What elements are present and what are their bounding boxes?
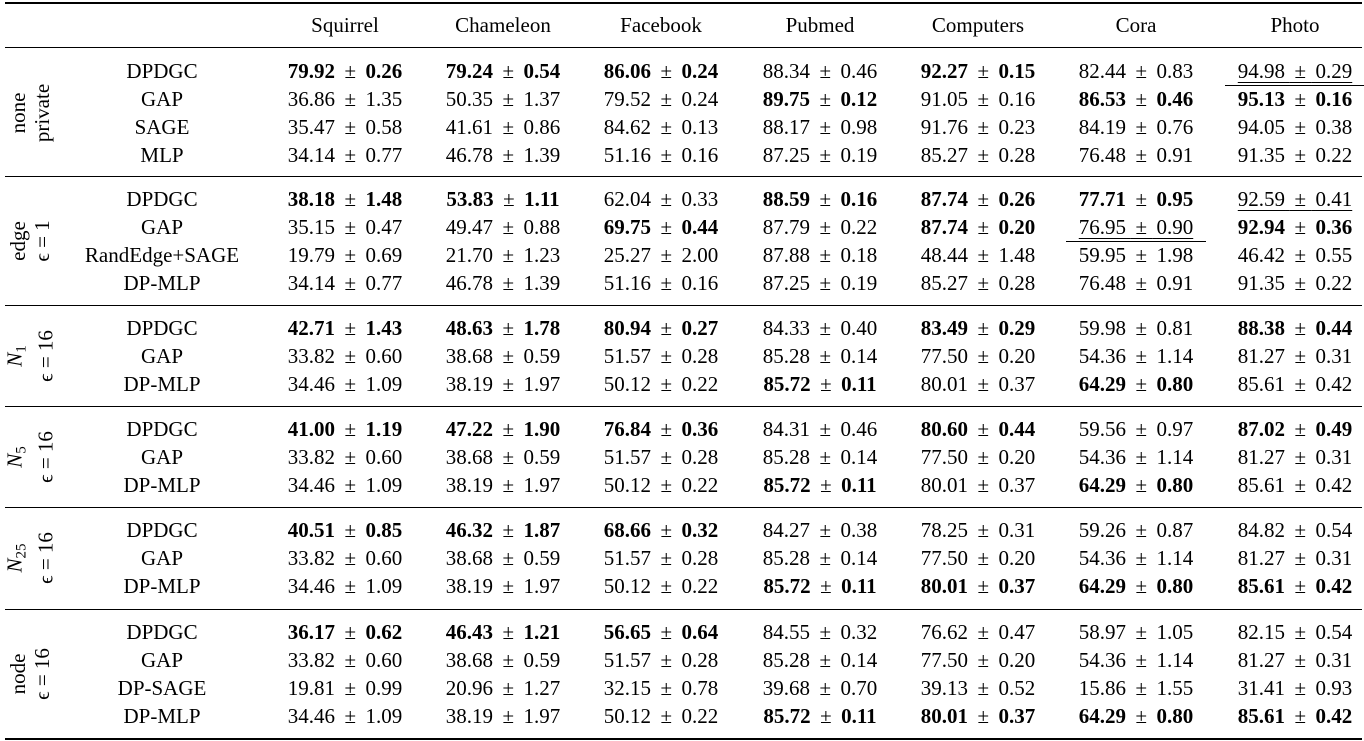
table-cell: 59.95 ± 1.98 [1078,243,1194,267]
table-cell: 80.94 ± 0.27 [603,316,719,340]
table-cell: 91.35 ± 0.22 [1237,143,1353,167]
table-cell: 35.47 ± 0.58 [287,115,403,139]
table-cell: 68.66 ± 0.32 [603,518,719,542]
table-cell: 50.12 ± 0.22 [603,372,719,396]
table-cell: 47.22 ± 1.90 [445,417,561,441]
table-rule [5,176,1362,177]
table-cell: 64.29 ± 0.80 [1078,473,1194,497]
group-label-line: ϵ = 1 [30,220,54,262]
table-cell: 85.27 ± 0.28 [920,271,1036,295]
table-cell: 80.01 ± 0.37 [920,473,1036,497]
table-cell: 80.01 ± 0.37 [920,372,1036,396]
table-cell: 38.18 ± 1.48 [287,187,403,211]
table-cell: 76.95 ± 0.90 [1078,215,1194,239]
table-cell: 85.28 ± 0.14 [762,546,878,570]
table-cell: 81.27 ± 0.31 [1237,344,1353,368]
table-cell: 59.98 ± 0.81 [1078,316,1194,340]
table-cell: 84.33 ± 0.40 [762,316,878,340]
group-label-line: $N_5$ [2,446,30,468]
method-name: DPDGC [126,316,198,340]
method-name: DP-MLP [123,704,201,728]
group-label [3,330,58,382]
table-cell: 54.36 ± 1.14 [1078,648,1194,672]
table-cell: 86.53 ± 0.46 [1078,87,1194,111]
column-header: Squirrel [311,13,379,37]
table-cell: 46.32 ± 1.87 [445,518,561,542]
column-header: Cora [1115,13,1157,37]
table-cell: 21.70 ± 1.23 [445,243,561,267]
cell-rule [1225,85,1364,86]
table-cell: 35.15 ± 0.47 [287,215,403,239]
table-cell: 64.29 ± 0.80 [1078,372,1194,396]
table-rule [5,305,1362,306]
table-cell: 33.82 ± 0.60 [287,546,403,570]
table-cell: 85.72 ± 0.11 [763,473,877,497]
table-cell: 85.28 ± 0.14 [762,445,878,469]
table-cell: 38.68 ± 0.59 [445,546,561,570]
table-cell: 83.49 ± 0.29 [920,316,1036,340]
table-rule [5,609,1362,610]
table-cell: 85.61 ± 0.42 [1237,372,1353,396]
table-cell: 80.01 ± 0.37 [920,704,1036,728]
table-cell: 87.25 ± 0.19 [762,143,878,167]
table-cell: 34.46 ± 1.09 [287,372,403,396]
table-cell: 54.36 ± 1.14 [1078,546,1194,570]
group-label [6,220,54,261]
table-cell: 87.79 ± 0.22 [762,215,878,239]
method-name: SAGE [134,115,190,139]
table-rule [5,738,1362,740]
table-cell: 81.27 ± 0.31 [1237,546,1353,570]
table-cell: 87.74 ± 0.26 [920,187,1036,211]
table-cell: 20.96 ± 1.27 [445,676,561,700]
table-cell: 92.59 ± 0.41 [1237,187,1353,211]
group-label-line: none [6,92,30,134]
table-cell: 39.68 ± 0.70 [762,676,878,700]
table-cell: 87.02 ± 0.49 [1237,417,1353,441]
method-name: GAP [140,344,184,368]
method-name: GAP [140,87,184,111]
table-cell: 51.57 ± 0.28 [603,344,719,368]
table-cell: 76.48 ± 0.91 [1078,143,1194,167]
table-cell: 92.94 ± 0.36 [1237,215,1353,239]
cell-rule [1066,241,1206,242]
column-header: Computers [931,13,1025,37]
method-name: MLP [140,143,184,167]
table-cell: 87.88 ± 0.18 [762,243,878,267]
table-cell: 76.62 ± 0.47 [920,620,1036,644]
table-cell: 85.61 ± 0.42 [1237,574,1353,598]
table-cell: 58.97 ± 1.05 [1078,620,1194,644]
table-cell: 40.51 ± 0.85 [287,518,403,542]
table-cell: 84.82 ± 0.54 [1237,518,1353,542]
table-cell: 33.82 ± 0.60 [287,344,403,368]
table-cell: 53.83 ± 1.11 [446,187,560,211]
method-name: GAP [140,215,184,239]
table-cell: 50.12 ± 0.22 [603,574,719,598]
table-cell: 76.48 ± 0.91 [1078,271,1194,295]
table-cell: 31.41 ± 0.93 [1237,676,1353,700]
method-name: DPDGC [126,417,198,441]
table-cell: 88.38 ± 0.44 [1237,316,1353,340]
table-cell: 56.65 ± 0.64 [603,620,719,644]
method-name: DP-MLP [123,372,201,396]
group-label-line: edge [6,221,30,261]
table-rule [5,2,1362,4]
table-cell: 34.14 ± 0.77 [287,143,403,167]
column-header: Pubmed [785,13,855,37]
table-cell: 51.57 ± 0.28 [603,648,719,672]
table-cell: 41.00 ± 1.19 [287,417,403,441]
table-cell: 54.36 ± 1.14 [1078,445,1194,469]
table-cell: 34.46 ± 1.09 [287,704,403,728]
table-cell: 85.72 ± 0.11 [763,372,877,396]
table-cell: 91.35 ± 0.22 [1237,271,1353,295]
table-cell: 84.19 ± 0.76 [1078,115,1194,139]
table-cell: 79.52 ± 0.24 [603,87,719,111]
table-cell: 49.47 ± 0.88 [445,215,561,239]
table-cell: 85.27 ± 0.28 [920,143,1036,167]
table-cell: 38.19 ± 1.97 [445,574,561,598]
table-cell: 50.35 ± 1.37 [445,87,561,111]
table-cell: 94.98 ± 0.29 [1237,59,1353,83]
table-cell: 39.13 ± 0.52 [920,676,1036,700]
table-cell: 77.50 ± 0.20 [920,648,1036,672]
method-name: RandEdge+SAGE [84,243,240,267]
table-cell: 85.72 ± 0.11 [763,574,877,598]
table-cell: 84.62 ± 0.13 [603,115,719,139]
table-cell: 34.46 ± 1.09 [287,473,403,497]
table-cell: 91.76 ± 0.23 [920,115,1036,139]
group-label [3,431,58,483]
table-cell: 59.56 ± 0.97 [1078,417,1194,441]
table-cell: 77.50 ± 0.20 [920,344,1036,368]
group-label-line: $N_{25}$ [2,543,30,573]
table-cell: 78.25 ± 0.31 [920,518,1036,542]
table-cell: 38.19 ± 1.97 [445,473,561,497]
table-cell: 76.84 ± 0.36 [603,417,719,441]
table-cell: 64.29 ± 0.80 [1078,574,1194,598]
table-cell: 33.82 ± 0.60 [287,445,403,469]
table-cell: 51.57 ± 0.28 [603,546,719,570]
table-cell: 32.15 ± 0.78 [603,676,719,700]
table-cell: 80.60 ± 0.44 [920,417,1036,441]
table-cell: 48.63 ± 1.78 [445,316,561,340]
table-cell: 15.86 ± 1.55 [1078,676,1194,700]
table-cell: 46.43 ± 1.21 [445,620,561,644]
table-cell: 85.28 ± 0.14 [762,344,878,368]
table-cell: 19.79 ± 0.69 [287,243,403,267]
table-cell: 19.81 ± 0.99 [287,676,403,700]
table-cell: 62.04 ± 0.33 [603,187,719,211]
table-cell: 92.27 ± 0.15 [920,59,1036,83]
table-cell: 82.15 ± 0.54 [1237,620,1353,644]
table-cell: 46.78 ± 1.39 [445,143,561,167]
table-cell: 34.14 ± 0.77 [287,271,403,295]
table-cell: 86.06 ± 0.24 [603,59,719,83]
method-name: DPDGC [126,59,198,83]
table-cell: 95.13 ± 0.16 [1237,87,1353,111]
table-cell: 77.71 ± 0.95 [1078,187,1194,211]
table-cell: 81.27 ± 0.31 [1237,648,1353,672]
table-cell: 51.16 ± 0.16 [603,143,719,167]
group-label [3,532,58,584]
table-cell: 41.61 ± 0.86 [445,115,561,139]
table-cell: 38.68 ± 0.59 [445,445,561,469]
method-name: DPDGC [126,518,198,542]
table-cell: 84.31 ± 0.46 [762,417,878,441]
method-name: GAP [140,546,184,570]
table-cell: 59.26 ± 0.87 [1078,518,1194,542]
group-label [6,84,54,142]
group-label-line: $N_1$ [2,345,30,367]
table-cell: 91.05 ± 0.16 [920,87,1036,111]
method-name: GAP [140,648,184,672]
table-cell: 85.72 ± 0.11 [763,704,877,728]
table-cell: 51.16 ± 0.16 [603,271,719,295]
table-cell: 87.74 ± 0.20 [920,215,1036,239]
table-cell: 79.92 ± 0.26 [287,59,403,83]
table-cell: 64.29 ± 0.80 [1078,704,1194,728]
table-rule [5,507,1362,508]
table-rule [5,47,1362,48]
table-cell: 25.27 ± 2.00 [603,243,719,267]
table-cell: 54.36 ± 1.14 [1078,344,1194,368]
table-cell: 46.78 ± 1.39 [445,271,561,295]
table-cell: 85.61 ± 0.42 [1237,704,1353,728]
table-cell: 50.12 ± 0.22 [603,473,719,497]
column-header: Facebook [620,13,702,37]
group-label-line: ϵ = 16 [33,330,58,382]
group-label-line: ϵ = 16 [33,431,58,483]
group-label-line: ϵ = 16 [30,648,54,700]
table-cell: 81.27 ± 0.31 [1237,445,1353,469]
table-cell: 85.28 ± 0.14 [762,648,878,672]
method-name: DPDGC [126,620,198,644]
table-cell: 79.24 ± 0.54 [445,59,561,83]
table-cell: 80.01 ± 0.37 [920,574,1036,598]
column-header: Photo [1270,13,1320,37]
table-cell: 89.75 ± 0.12 [762,87,878,111]
table-cell: 36.86 ± 1.35 [287,87,403,111]
method-name: DPDGC [126,187,198,211]
table-cell: 51.57 ± 0.28 [603,445,719,469]
table-cell: 46.42 ± 0.55 [1237,243,1353,267]
table-cell: 88.17 ± 0.98 [762,115,878,139]
table-cell: 82.44 ± 0.83 [1078,59,1194,83]
method-name: DP-MLP [123,574,201,598]
table-cell: 87.25 ± 0.19 [762,271,878,295]
table-cell: 84.55 ± 0.32 [762,620,878,644]
table-cell: 88.34 ± 0.46 [762,59,878,83]
group-label-line: private [30,83,54,143]
method-name: GAP [140,445,184,469]
table-rule [5,406,1362,407]
table-cell: 38.68 ± 0.59 [445,344,561,368]
table-cell: 42.71 ± 1.43 [287,316,403,340]
table-cell: 85.61 ± 0.42 [1237,473,1353,497]
group-label [6,648,54,700]
table-cell: 88.59 ± 0.16 [762,187,878,211]
table-cell: 33.82 ± 0.60 [287,648,403,672]
table-cell: 36.17 ± 0.62 [287,620,403,644]
table-cell: 94.05 ± 0.38 [1237,115,1353,139]
table-cell: 77.50 ± 0.20 [920,546,1036,570]
method-name: DP-MLP [123,271,201,295]
table-cell: 38.19 ± 1.97 [445,372,561,396]
table-cell: 38.19 ± 1.97 [445,704,561,728]
group-label-line: node [6,653,30,695]
method-name: DP-MLP [123,473,201,497]
group-label-line: ϵ = 16 [33,532,58,584]
table-cell: 38.68 ± 0.59 [445,648,561,672]
table-cell: 77.50 ± 0.20 [920,445,1036,469]
table-cell: 84.27 ± 0.38 [762,518,878,542]
table-cell: 69.75 ± 0.44 [603,215,719,239]
table-cell: 48.44 ± 1.48 [920,243,1036,267]
method-name: DP-SAGE [117,676,207,700]
table-cell: 50.12 ± 0.22 [603,704,719,728]
column-header: Chameleon [455,13,551,37]
table-cell: 34.46 ± 1.09 [287,574,403,598]
